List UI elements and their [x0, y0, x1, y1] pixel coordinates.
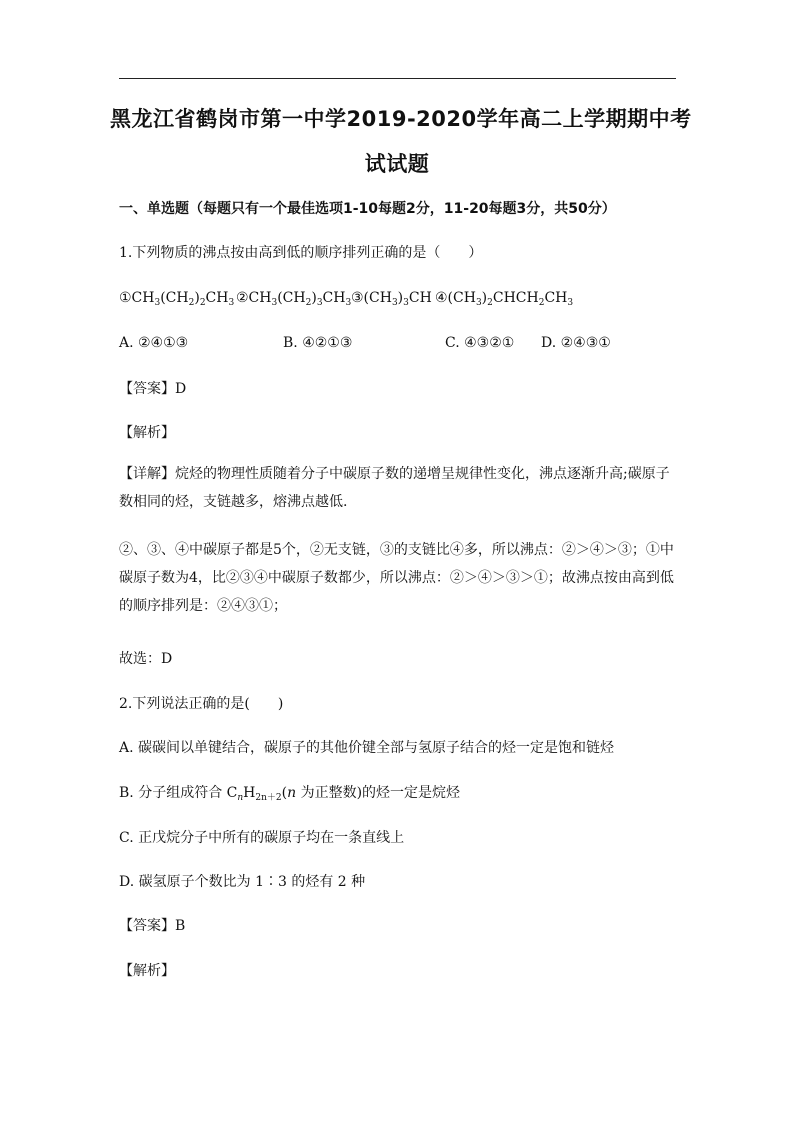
q2-option-d: D. 碳氢原子个数比为 1∶3 的烃有 2 种	[119, 874, 366, 890]
q1-analysis-label: 【解析】	[119, 425, 175, 441]
q1-stem: 1.下列物质的沸点按由高到低的顺序排列正确的是（ ）	[119, 245, 483, 261]
section-heading: 一、单选题（每题只有一个最佳选项1-10每题2分，11-20每题3分，共50分）	[119, 201, 616, 217]
q2-option-c: C. 正戊烷分子中所有的碳原子均在一条直线上	[119, 830, 405, 846]
q2-option-a: A. 碳碳间以单键结合，碳原子的其他价键全部与氢原子结合的烃一定是饱和链烃	[119, 740, 615, 756]
q1-compound-3: $③(CH_3)_3CH$	[351, 290, 432, 308]
q1-compound-1: $①CH_3(CH_2)_2CH_3$	[119, 290, 235, 308]
q2-option-b: B. 分子组成符合 $C_nH_{2n+2}(n$ 为正整数)的烃一定是烷烃	[119, 785, 461, 803]
page-title-line2: 试试题	[364, 152, 430, 176]
q1-option-b: B. ④②①③	[283, 335, 353, 351]
q1-reasoning: ②、③、④中碳原子都是5个，②无支链，③的支链比④多，所以沸点：②＞④＞③；①中碳原子数为4，比②③④中碳原子数都少，所以沸点：②＞④＞③＞①；故沸点按由高到低的顺序排列是：②④③①；	[119, 542, 674, 614]
q1-option-d: D. ②④③①	[541, 335, 611, 351]
q2-answer: 【答案】B	[119, 918, 186, 934]
q1-choice: 故选：D	[119, 651, 173, 667]
q2-stem: 2.下列说法正确的是( )	[119, 696, 284, 712]
q1-option-a: A. ②④①③	[119, 335, 189, 351]
q1-answer: 【答案】D	[119, 381, 187, 397]
q1-option-c: C. ④③②①	[445, 335, 515, 351]
q1-compound-2: $②CH_3(CH_2)_3CH_3$	[236, 290, 352, 308]
q1-detail: 【详解】烷烃的物理性质随着分子中碳原子数的递增呈规律性变化，沸点逐渐升高;碳原子数相同的烃，支链越多，熔沸点越低.	[119, 466, 670, 510]
page-title-line1: 黑龙江省鹤岗市第一中学2019-2020学年高二上学期期中考	[110, 107, 692, 131]
header-rule	[119, 78, 676, 79]
q1-compound-4: $④(CH_3)_2CHCH_2CH_3$	[435, 290, 574, 308]
q2-analysis-label: 【解析】	[119, 963, 175, 979]
